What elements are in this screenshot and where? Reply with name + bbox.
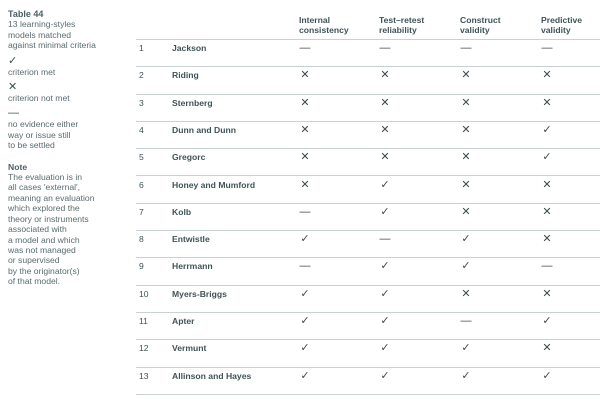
column-header-internal-consistency: Internal consistency [299,15,349,36]
check-icon: ✓ [461,369,471,382]
row-number: 9 [139,261,144,272]
check-icon: ✓ [380,315,390,327]
row-number: 10 [139,288,149,299]
table-subtitle: 13 learning-styles models matched against minimal criteria [8,19,96,51]
cross-icon: ✕ [542,178,552,191]
cross-icon: ✕ [461,205,471,218]
row-number: 5 [139,152,144,163]
model-name: Jackson [172,43,207,53]
cross-icon: ✕ [300,178,310,191]
check-icon: ✓ [542,315,552,327]
cross-icon: ✕ [461,96,471,109]
note-text: The evaluation is in all cases 'external', meaning an evaluation which explored the theory or instruments associated with a model and which was not managed or supervised by the originator(s) of that model. [8,172,95,287]
cross-icon: ✕ [542,233,552,246]
row-number: 4 [139,124,144,135]
dash-icon: — [299,205,311,218]
dash-icon: — [460,42,472,54]
legend-met-label: criterion met [8,66,56,77]
cross-icon: ✕ [461,178,471,191]
check-icon: ✓ [542,151,552,164]
cross-icon: ✕ [542,342,552,355]
cross-icon: ✕ [542,96,552,109]
model-name: Vermunt [172,343,207,354]
check-icon: ✓ [8,54,18,67]
check-icon: ✓ [380,342,390,355]
dash-icon: — [299,42,311,54]
model-name: Dunn and Dunn [172,124,236,135]
check-icon: ✓ [300,369,310,382]
check-icon: ✓ [300,233,310,246]
table-row [136,67,600,94]
cross-icon: ✕ [461,123,471,136]
model-name: Myers-Briggs [172,288,227,299]
cross-icon: ✕ [461,287,471,300]
cross-icon: ✕ [300,96,310,109]
cross-icon: ✕ [300,69,310,82]
dash-icon: — [8,107,19,120]
dash-icon: — [541,42,553,54]
check-icon: ✓ [461,260,471,273]
cross-icon: ✕ [380,69,390,82]
table-row [136,177,600,204]
check-icon: ✓ [380,260,390,273]
column-header-predictive-validity: Predictive validity [541,15,583,36]
model-name: Herrmann [172,261,213,272]
table-row [136,368,600,395]
model-name: Apter [172,316,195,326]
table-row [136,313,600,340]
check-icon: ✓ [300,287,310,300]
legend-unknown-label: no evidence either way or issue still to be settled [8,119,79,151]
dash-icon: — [460,315,472,327]
table-row [136,286,600,313]
table-row [136,40,600,67]
model-name: Sternberg [172,97,213,108]
check-icon: ✓ [461,342,471,355]
model-name: Honey and Mumford [172,179,256,190]
dash-icon: — [299,260,311,273]
cross-icon: ✕ [542,69,552,82]
table-row [136,258,600,285]
row-number: 11 [139,316,148,326]
cross-icon: ✕ [461,69,471,82]
check-icon: ✓ [380,178,390,191]
check-icon: ✓ [380,205,390,218]
row-number: 12 [139,343,149,354]
cross-icon: ✕ [542,287,552,300]
cross-icon: ✕ [300,123,310,136]
check-icon: ✓ [542,369,552,382]
table-row [136,122,600,149]
table-row [136,340,600,367]
dash-icon: — [541,260,553,273]
check-icon: ✓ [380,287,390,300]
row-number: 7 [139,206,144,217]
dash-icon: — [379,233,391,246]
cross-icon: ✕ [380,151,390,164]
legend-not-met-label: criterion not met [8,93,70,104]
table-row [136,149,600,176]
cross-icon: ✕ [380,123,390,136]
table-title: Table 44 [8,9,44,19]
cross-icon: ✕ [8,81,18,94]
note-title: Note [8,161,28,172]
row-number: 1 [139,43,144,53]
model-name: Riding [172,70,199,81]
model-name: Entwistle [172,234,210,245]
dash-icon: — [379,42,391,54]
row-number: 2 [139,70,144,81]
cross-icon: ✕ [542,205,552,218]
column-header-test-retest: Test–retest reliability [379,15,425,36]
cross-icon: ✕ [380,96,390,109]
row-number: 13 [139,370,149,381]
table-row [136,204,600,231]
check-icon: ✓ [542,123,552,136]
cross-icon: ✕ [461,151,471,164]
check-icon: ✓ [300,315,310,327]
table-legend [8,9,132,287]
check-icon: ✓ [461,233,471,246]
model-name: Allinson and Hayes [172,370,252,381]
row-number: 3 [139,97,144,108]
row-number: 8 [139,234,144,245]
table-row [136,95,600,122]
model-name: Kolb [172,206,192,217]
check-icon: ✓ [300,342,310,355]
column-header-construct-validity: Construct validity [460,15,501,36]
table-row [136,231,600,258]
model-name: Gregorc [172,152,206,163]
row-number: 6 [139,179,144,190]
check-icon: ✓ [380,369,390,382]
cross-icon: ✕ [300,151,310,164]
